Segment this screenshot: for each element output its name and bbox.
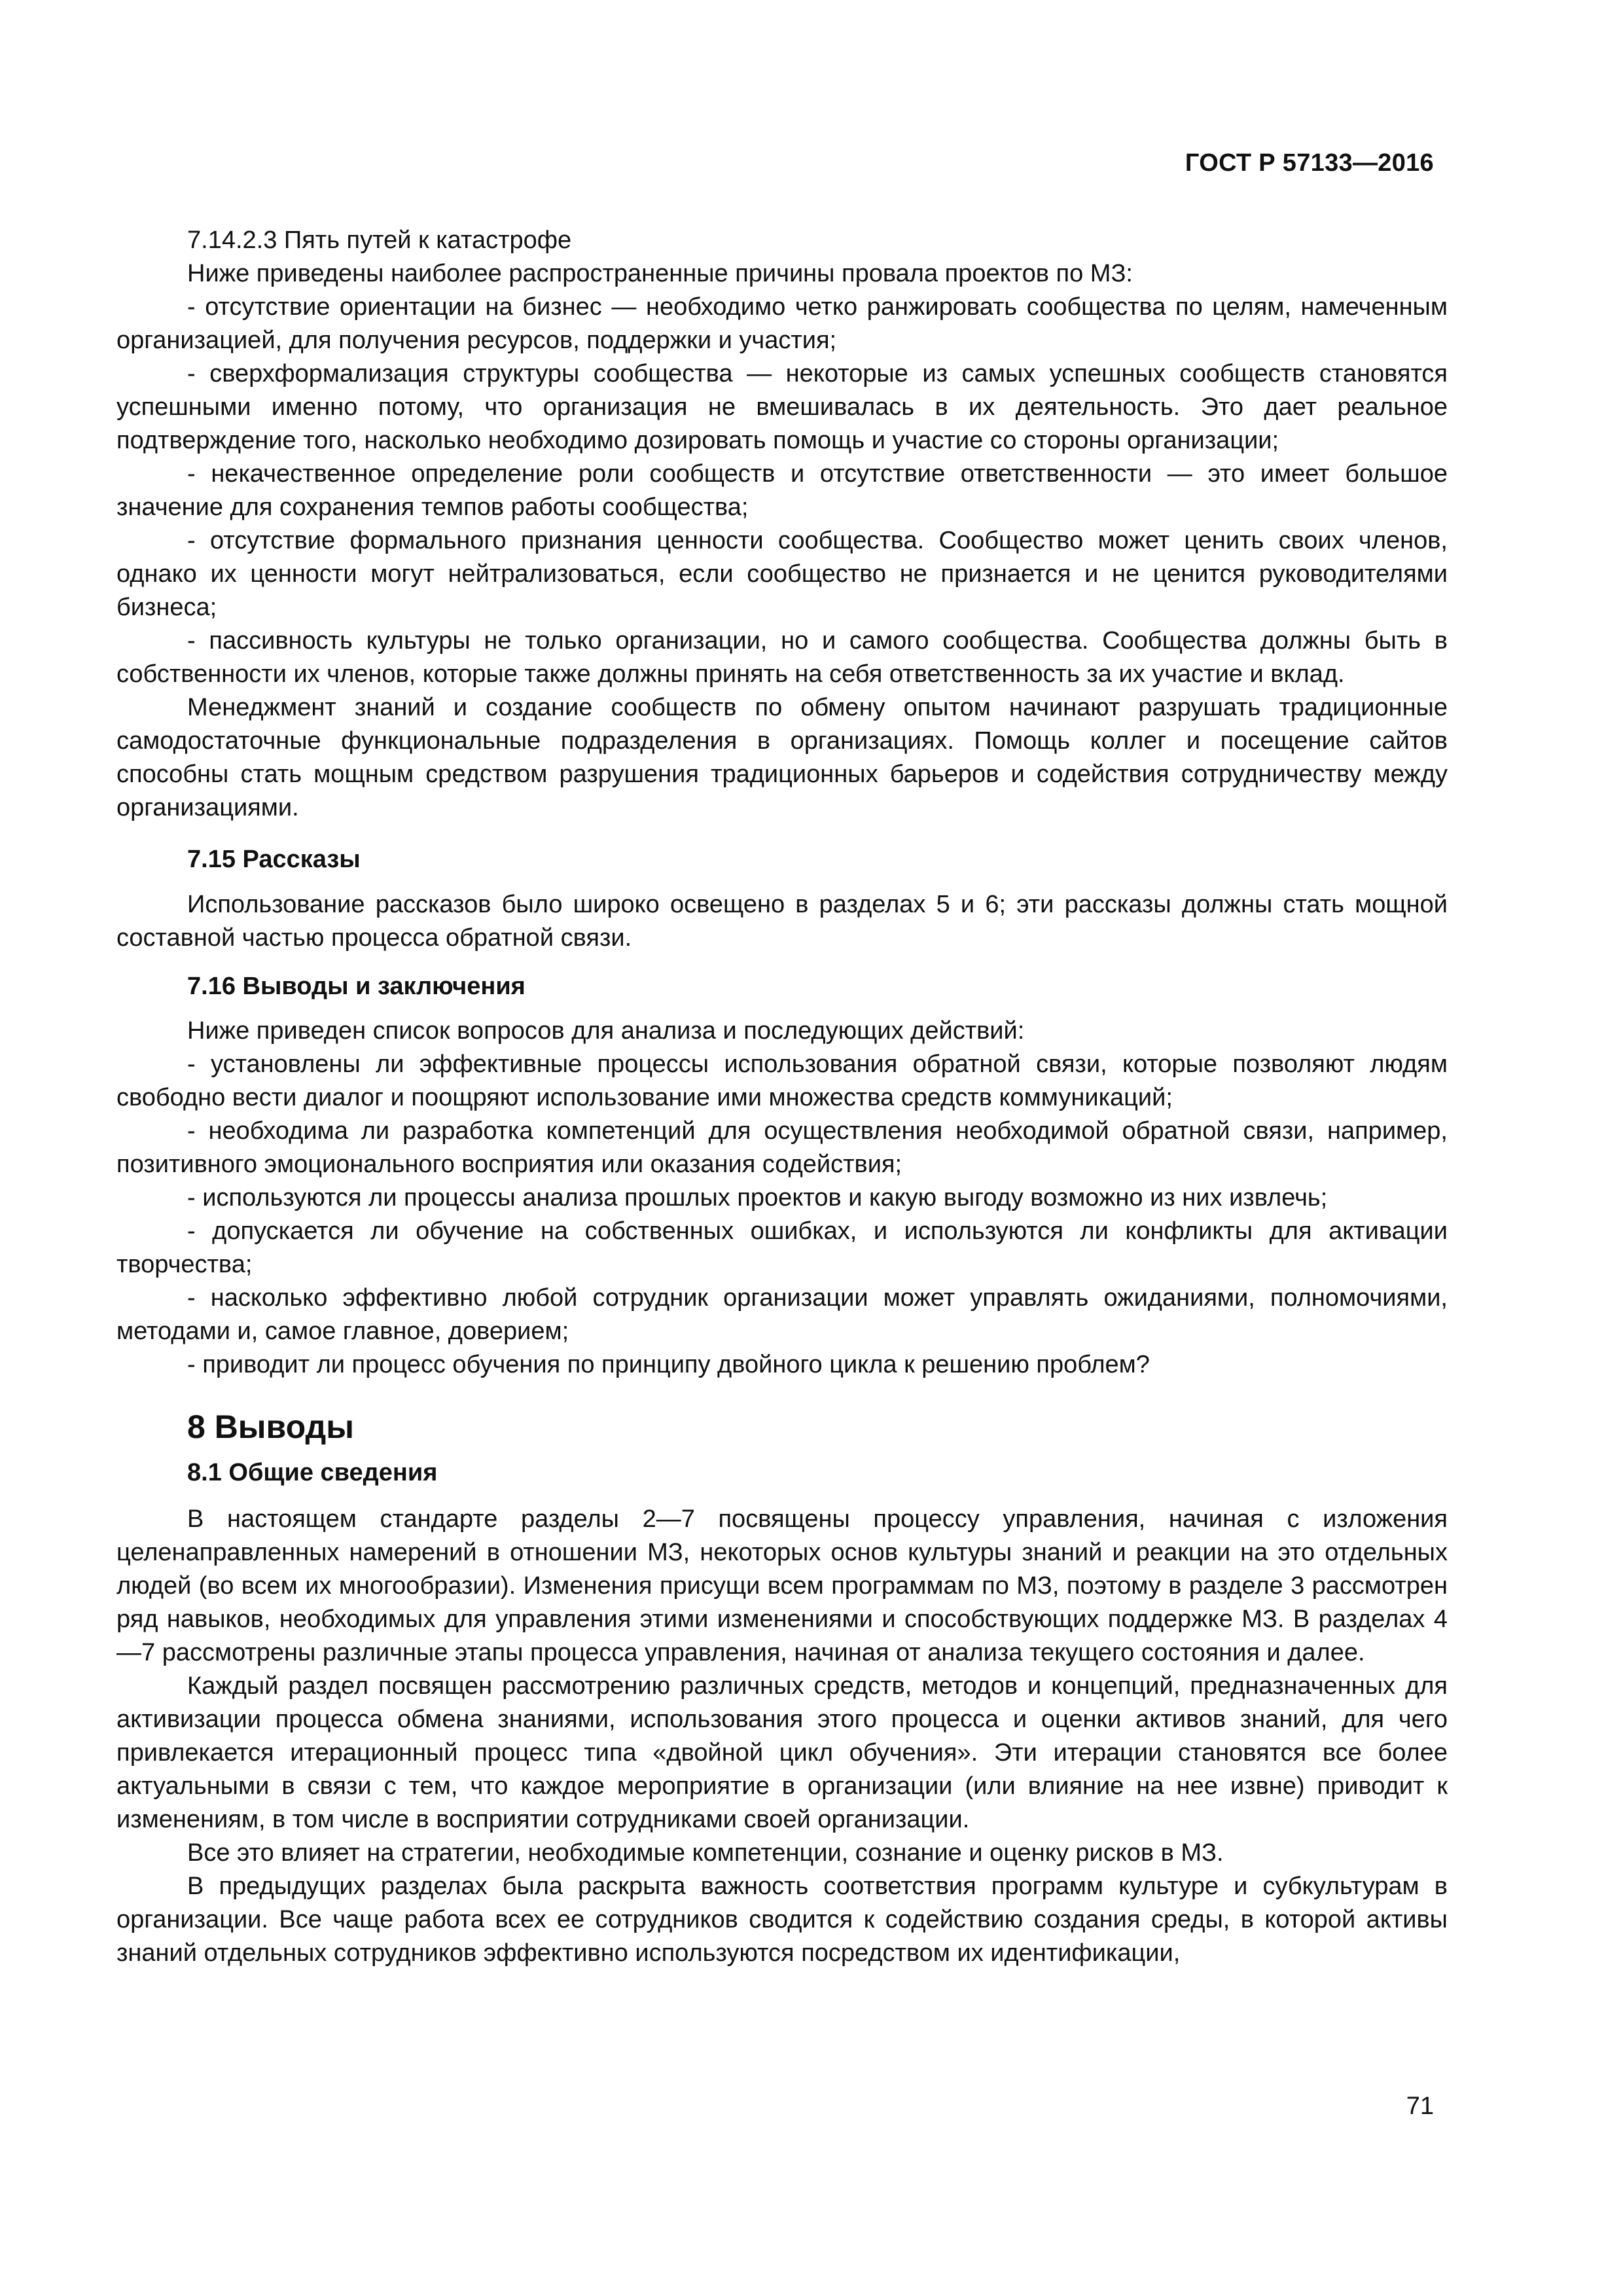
section-8-heading: 8 Выводы bbox=[187, 1408, 354, 1445]
list-item: - используются ли процессы анализа прошлых проектов и какую выгоду возможно из них извлечь; bbox=[187, 1184, 1328, 1211]
section-7-15-heading: 7.15 Рассказы bbox=[187, 846, 361, 873]
list-item: - отсутствие ориентации на бизнес — необходимо четко ранжировать сообщества по целям, намеченным организацией, для получения ресурсов, поддержки и участия; bbox=[116, 293, 1448, 354]
section-8-paragraph: Все это влияет на стратегии, необходимые компетенции, сознание и оценку рисков в МЗ. bbox=[187, 1839, 1224, 1867]
list-item: - насколько эффективно любой сотрудник организации может управлять ожиданиями, полномочиями, методами и, самое главное, доверием; bbox=[116, 1284, 1448, 1345]
list-item: - приводит ли процесс обучения по принципу двойного цикла к решению проблем? bbox=[187, 1351, 1150, 1378]
section-8-paragraph: В предыдущих разделах была раскрыта важность соответствия программ культуре и субкультурам в организации. Все чаще работа всех ее сотрудников сводится к содействию создания среды, в которой активы знаний отдельных сотрудников эффективно используются посредством их идентификации, bbox=[116, 1873, 1448, 1967]
list-item: - необходима ли разработка компетенций для осуществления необходимой обратной связи, например, позитивного эмоционального восприятия или оказания содействия; bbox=[116, 1117, 1448, 1178]
list-item: - пассивность культуры не только организации, но и самого сообщества. Сообщества должны быть в собственности их членов, которые также должны принять на себя ответственность за их участие и вклад. bbox=[116, 627, 1448, 688]
section-7-16-intro: Ниже приведен список вопросов для анализа и последующих действий: bbox=[187, 1017, 1025, 1045]
section-7-15-text: Использование рассказов было широко освещено в разделах 5 и 6; эти рассказы должны стать мощной составной частью процесса обратной связи. bbox=[116, 891, 1448, 952]
list-item: - установлены ли эффективные процессы использования обратной связи, которые позволяют людям свободно вести диалог и поощряют использование ими множества средств коммуникаций; bbox=[116, 1050, 1448, 1111]
section-7-14-2-3-intro: Ниже приведены наиболее распространенные причины провала проектов по МЗ: bbox=[187, 260, 1133, 287]
section-7-14-2-3-heading: 7.14.2.3 Пять путей к катастрофе bbox=[187, 226, 572, 254]
section-7-14-2-3-closing: Менеджмент знаний и создание сообществ по обмену опытом начинают разрушать традиционные самодостаточные функциональные подразделения в организациях. Помощь коллег и посещение сайтов способны стать мощным средством разрушения традиционных барьеров и содействия сотрудничеству между организациями. bbox=[116, 694, 1448, 821]
list-item: - допускается ли обучение на собственных ошибках, и используются ли конфликты для активации творчества; bbox=[116, 1217, 1448, 1278]
document-standard-number: ГОСТ Р 57133—2016 bbox=[1185, 149, 1434, 177]
list-item: - сверхформализация структуры сообщества — некоторые из самых успешных сообществ становятся успешными именно потому, что организация не вмешивалась в их деятельность. Это дает реальное подтверждение того, насколько необходимо дозировать помощь и участие со стороны организации; bbox=[116, 360, 1448, 454]
section-8-paragraph: Каждый раздел посвящен рассмотрению различных средств, методов и концепций, предназначенных для активизации процесса обмена знаниями, использования этого процесса и оценки активов знаний, для чего привлекается итерационный процесс типа «двойной цикл обучения». Эти итерации становятся все более актуальными в связи с тем, что каждое мероприятие в организации (или влияние на нее извне) приводит к изменениям, в том числе в восприятии сотрудниками своей организации. bbox=[116, 1672, 1448, 1833]
section-7-16-heading: 7.16 Выводы и заключения bbox=[187, 973, 526, 1000]
section-8-paragraph: В настоящем стандарте разделы 2—7 посвящены процессу управления, начиная с изложения целенаправленных намерений в отношении МЗ, некоторых основ культуры знаний и реакции на это отдельных людей (во всем их многообразии). Изменения присущи всем программам по МЗ, поэтому в разделе 3 рассмотрен ряд навыков, необходимых для управления этими изменениями и способствующих поддержке МЗ. В разделах 4—7 рассмотрены различные этапы процесса управления, начиная от анализа текущего состояния и далее. bbox=[116, 1505, 1448, 1666]
section-8-1-heading: 8.1 Общие сведения bbox=[187, 1459, 438, 1486]
page-body bbox=[116, 224, 1448, 1970]
list-item: - некачественное определение роли сообществ и отсутствие ответственности — это имеет большое значение для сохранения темпов работы сообщества; bbox=[116, 460, 1448, 521]
list-item: - отсутствие формального признания ценности сообщества. Сообщество может ценить своих членов, однако их ценности могут нейтрализоваться, если сообщество не признается и не ценится руководителями бизнеса; bbox=[116, 527, 1448, 621]
page-number: 71 bbox=[1406, 2092, 1434, 2120]
